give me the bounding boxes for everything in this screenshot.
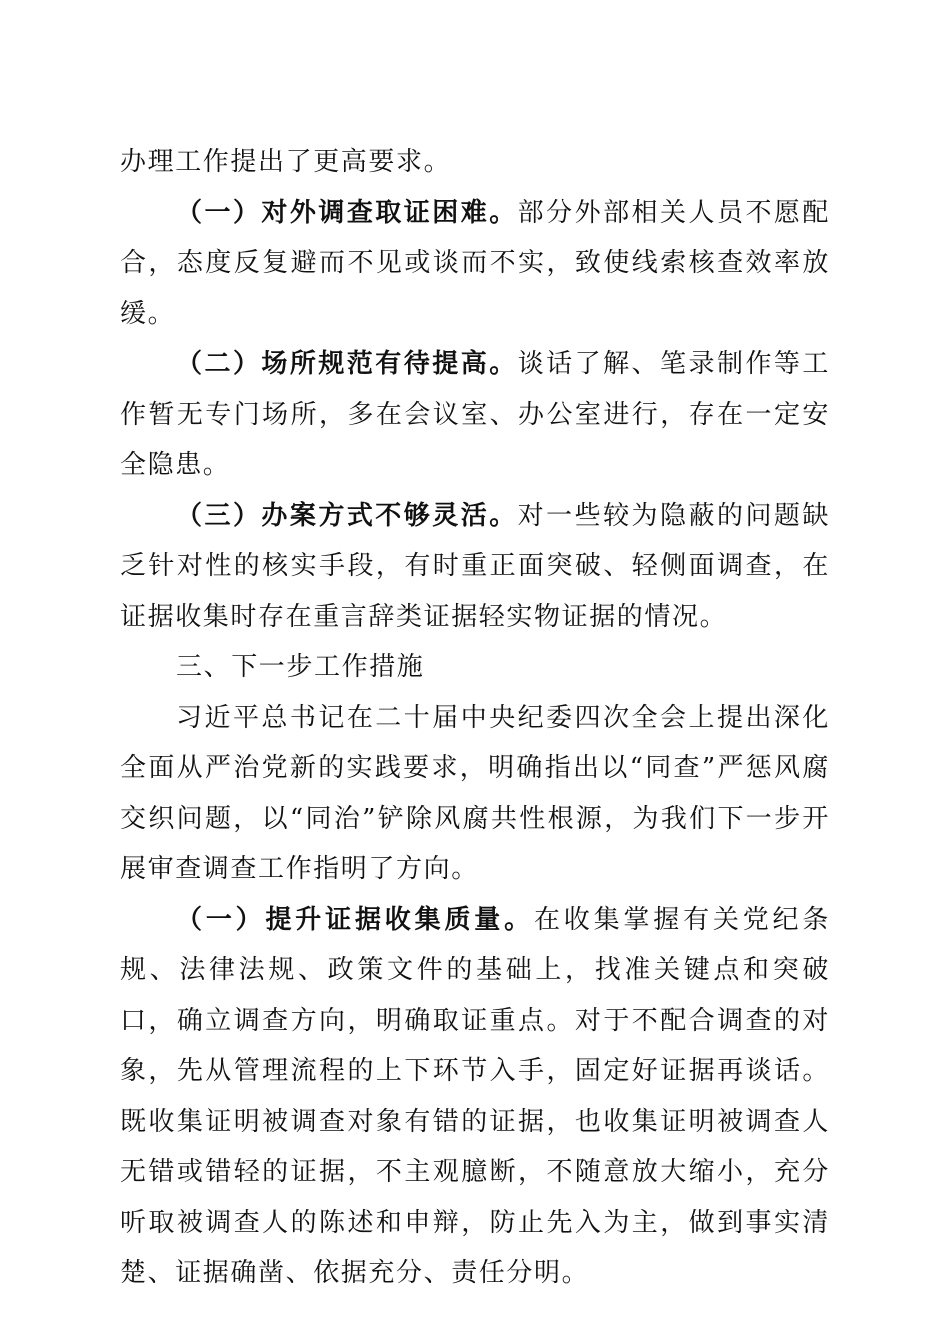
section-title-text: 三、下一步工作措施 bbox=[176, 652, 425, 682]
paragraph-measure-1 bbox=[120, 895, 830, 1299]
paragraph-intro bbox=[120, 693, 830, 895]
paragraph-text: 谈话了解、笔录制作等工作暂无专门场所，多在会议室、办公室进行，存在一定安全隐患。 bbox=[120, 349, 830, 480]
paragraph-text: 对一些较为隐蔽的问题缺乏针对性的核实手段，有时重正面突破、轻侧面调查，在证据收集时存在重言辞类证据轻实物证据的情况。 bbox=[120, 500, 830, 632]
paragraph-issue-2 bbox=[120, 339, 830, 491]
section-title bbox=[120, 642, 830, 693]
paragraph-text: 办理工作提出了更高要求。 bbox=[120, 147, 452, 177]
paragraph-heading: （一）提升证据收集质量。 bbox=[176, 904, 534, 935]
paragraph-text: 部分外部相关人员不愿配合，态度反复避而不见或谈而不实，致使线索核查效率放缓。 bbox=[120, 197, 830, 329]
paragraph-heading: （三）办案方式不够灵活。 bbox=[176, 500, 518, 531]
paragraph-issue-3 bbox=[120, 491, 830, 643]
paragraph-continuation bbox=[120, 137, 830, 188]
paragraph-text: 在收集掌握有关党纪条规、法律法规、政策文件的基础上，找准关键点和突破口，确立调查方向，明确取证重点。对于不配合调查的对象，先从管理流程的上下环节入手，固定好证据再谈话。既收集证明被调查对象有错的证据，也收集证明被调查人无错或错轻的证据，不主观臆断，不随意放大缩小，充分听取被调查人的陈述和申辩，防止先入为主，做到事实清楚、证据确凿、依据充分、责任分明。 bbox=[120, 904, 830, 1288]
paragraph-heading: （一）对外调查取证困难。 bbox=[176, 197, 518, 228]
paragraph-heading: （二）场所规范有待提高。 bbox=[176, 349, 518, 379]
paragraph-text: 习近平总书记在二十届中央纪委四次全会上提出深化全面从严治党新的实践要求，明确指出以“同查”严惩风腐交织问题，以“同治”铲除风腐共性根源，为我们下一步开展审查调查工作指明了方向。 bbox=[120, 702, 830, 884]
paragraph-issue-1 bbox=[120, 188, 830, 340]
document-body bbox=[120, 137, 830, 1299]
